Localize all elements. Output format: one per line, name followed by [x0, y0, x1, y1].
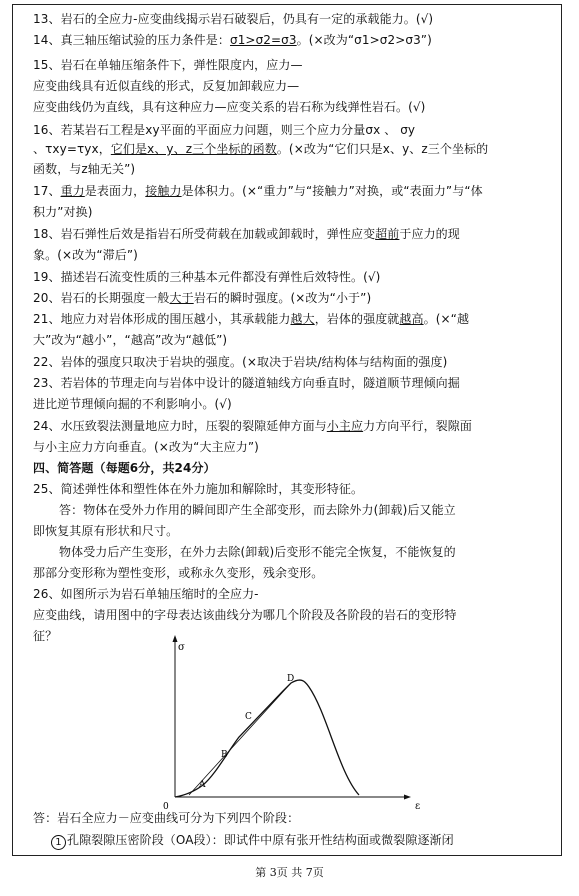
item-17-text-c: 是体积力。(×“重力”与“接触力”对换，或“表面力”与“体: [181, 184, 483, 198]
point-label-b: B: [221, 750, 228, 760]
origin-label: 0: [163, 802, 169, 811]
document-sheet: [12, 4, 562, 856]
item-25-answer-text-3: 物体受力后产生变形，在外力去除(卸载)后变形不能完全恢复，不能恢复的: [59, 545, 456, 559]
x-axis-label: ε: [415, 801, 421, 811]
item-16-underlined: 它们是x、y、z三个坐标的函数: [110, 142, 277, 156]
item-18-text-b: 于应力的现: [399, 227, 460, 241]
item-23-line1: [33, 375, 460, 391]
item-17-text-2: 积力”对换): [33, 205, 93, 219]
tangent-line: [189, 683, 291, 795]
item-15-line3: [33, 99, 425, 115]
item-18-line1: [33, 226, 460, 242]
item-16-tau: 、τxy=τyx，: [33, 142, 111, 156]
item-26-text-3: 征？: [33, 629, 58, 643]
item-21-text-2: 大”改为“越小”，“越高”改为“越低”): [33, 333, 228, 347]
item-15-text-3: 应变曲线仍为直线，具有这种应力—应变关系的岩石称为线弹性岩石。(√): [33, 100, 426, 114]
item-17-num: 17、: [33, 184, 61, 198]
item-16-text-1: 16、若某岩石工程是xy平面的平面应力问题，则三个应力分量σx 、 σy: [33, 123, 416, 137]
item-22: [33, 354, 447, 370]
item-14-formula: σ1>σ2=σ3: [229, 33, 297, 47]
item-25-question: [33, 481, 363, 497]
item-18-text-2: 象。(×改为“滞后”): [33, 248, 138, 262]
item-21-underline-1: 越大: [290, 312, 315, 326]
item-21-text-a: 21、地应力对岩体形成的围压越小，其承载能力: [33, 312, 291, 326]
item-26-line1: [33, 586, 259, 602]
item-16-line3: [33, 161, 135, 177]
item-24-underline: 小主应: [326, 419, 364, 433]
answer-text-1: 答：岩石全应力－应变曲线可分为下列四个阶段：: [33, 811, 300, 825]
item-25-answer-3: [59, 544, 456, 560]
item-24-line2: [33, 439, 259, 455]
item-25-text: 25、简述弹性体和塑性体在外力施加和解除时，其变形特征。: [33, 482, 364, 496]
item-17-line2: [33, 204, 93, 220]
item-21-underline-2: 越高: [399, 312, 424, 326]
item-20-text-b: 岩石的瞬时强度。(×改为“小于”): [193, 291, 372, 305]
item-21-line2: [33, 332, 227, 348]
item-25-answer-text-4: 那部分变形称为塑性变形，或称永久变形，残余变形。: [33, 566, 324, 580]
item-22-text: 22、岩体的强度只取决于岩块的强度。(×取决于岩块/结构体与结构面的强度): [33, 355, 448, 369]
section-heading-text: 四、简答题（每题6分，共24分）: [33, 461, 216, 475]
item-19: [33, 269, 380, 285]
item-26-line3: [33, 628, 57, 644]
answer-line1: [33, 810, 299, 826]
item-25-answer-text-2: 即恢复其原有形状和尺寸。: [33, 524, 179, 538]
item-17-text-b: 是表面力，: [84, 184, 146, 198]
answer-line2: [51, 832, 454, 850]
item-21-text-b: ，岩体的强度就: [314, 312, 400, 326]
x-axis-arrow-icon: [404, 795, 411, 800]
answer-text-2: 孔隙裂隙压密阶段（OA段）：即试件中原有张开性结构面或微裂隙逐渐闭: [67, 833, 454, 847]
item-21-text-c: 。(×“越: [423, 312, 470, 326]
item-15-line1: [33, 57, 303, 73]
point-label-d: D: [287, 674, 295, 684]
item-16-line2: [33, 141, 488, 157]
item-15-text-1: 15、岩石在单轴压缩条件下，弹性限度内，应力—: [33, 58, 303, 72]
item-24-text-b: 力方向平行，裂隙面: [363, 419, 472, 433]
item-16-text-3: 函数，与z轴无关”): [33, 162, 136, 176]
item-14-text: 14、真三轴压缩试验的压力条件是：: [33, 33, 230, 47]
page-number: 第 3页 共 7页: [255, 866, 324, 879]
point-label-c: C: [245, 712, 252, 722]
item-20: [33, 290, 371, 306]
item-24-text-2: 与小主应力方向垂直。(×改为“大主应力”): [33, 440, 259, 454]
y-axis-arrow-icon: [173, 635, 178, 642]
item-17-line1: [33, 183, 483, 199]
item-18-text-a: 18、岩石弹性后效是指岩石所受荷载在加载或卸载时，弹性应变: [33, 227, 376, 241]
item-26-text-1: 26、如图所示为岩石单轴压缩时的全应力-: [33, 587, 259, 601]
item-26-line2: [33, 607, 457, 623]
item-20-underline: 大于: [169, 291, 194, 305]
item-25-answer-4: [33, 565, 323, 581]
item-23-text-1: 23、若岩体的节理走向与岩体中设计的隧道轴线方向垂直时，隧道顺节理倾向掘: [33, 376, 460, 390]
item-13-text: 13、岩石的全应力-应变曲线揭示岩石破裂后，仍具有一定的承载能力。(√): [33, 12, 434, 26]
section-heading: [33, 460, 216, 476]
item-20-text-a: 20、岩石的长期强度一般: [33, 291, 170, 305]
item-25-answer-text-1: 答：物体在受外力作用的瞬间即产生全部变形，而去除外力(卸载)后又能立: [59, 503, 456, 517]
y-axis-label: σ: [178, 642, 185, 653]
item-25-answer-2: [33, 523, 178, 539]
item-15-text-2: 应变曲线具有近似直线的形式，反复加卸载应力—: [33, 79, 300, 93]
item-17-underline-1: 重力: [60, 184, 85, 198]
stress-strain-diagram: [163, 633, 433, 811]
point-label-a: A: [199, 780, 206, 790]
item-24-line1: [33, 418, 472, 434]
item-18-line2: [33, 247, 138, 263]
item-16-correction: 。(×改为“它们只是x、y、z三个坐标的: [276, 142, 489, 156]
item-19-text: 19、描述岩石流变性质的三种基本元件都没有弹性后效特性。(√): [33, 270, 381, 284]
item-23-text-2: 进比逆节理倾向掘的不利影响小。(√): [33, 397, 232, 411]
item-16-line1: [33, 122, 415, 138]
item-15-line2: [33, 78, 299, 94]
item-18-underline: 超前: [375, 227, 400, 241]
item-14-correction: 。(×改为“σ1>σ2>σ3”): [296, 33, 432, 47]
item-23-line2: [33, 396, 232, 412]
item-13: [33, 11, 433, 27]
item-24-text-a: 24、水压致裂法测量地应力时，压裂的裂隙延伸方面与: [33, 419, 327, 433]
item-14: [33, 32, 432, 48]
item-17-underline-2: 接触力: [145, 184, 182, 198]
item-25-answer-1: [59, 502, 456, 518]
circled-number-badge: 1: [51, 835, 66, 850]
item-26-text-2: 应变曲线，请用图中的字母表达该曲线分为哪几个阶段及各阶段的岩石的变形特: [33, 608, 457, 622]
item-21-line1: [33, 311, 469, 327]
